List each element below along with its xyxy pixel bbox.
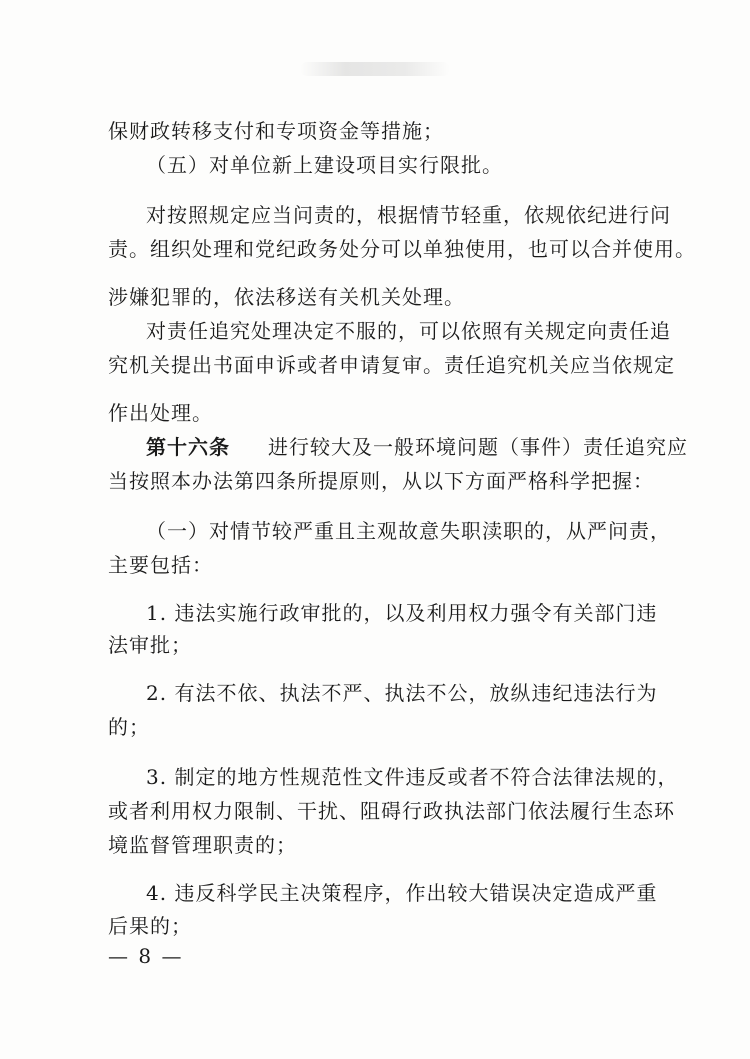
paragraph-line: 法审批； [108,633,192,657]
paragraph-line: 责。组织处理和党纪政务处分可以单独使用，也可以合并使用。 [108,237,696,261]
paragraph-line: （一）对情节较严重且主观故意失职渎职的，从严问责， [146,519,671,543]
paragraph-line: 境监督管理职责的； [108,833,297,857]
paragraph-line: 主要包括： [108,553,213,577]
paragraph-line: 后果的； [108,914,192,938]
paragraph-line: 的； [108,715,150,739]
paragraph-line: 3. 制定的地方性规范性文件违反或者不符合法律法规的， [146,765,679,789]
paragraph-line: 4. 违反科学民主决策程序，作出较大错误决定造成严重 [146,881,658,905]
bleed-through-mark [300,62,450,76]
paragraph-line: 进行较大及一般环境问题（事件）责任追究应 [268,435,688,459]
paragraph-line: 保财政转移支付和专项资金等措施； [108,119,444,143]
paragraph-line: （五）对单位新上建设项目实行限批。 [146,153,503,177]
page-number: — 8 — [108,944,184,968]
paragraph-line: 对责任追究处理决定不服的，可以依照有关规定向责任追 [146,319,671,343]
paragraph-line: 对按照规定应当问责的，根据情节轻重，依规依纪进行问 [146,203,671,227]
paragraph-line: 或者利用权力限制、干扰、阻碍行政执法部门依法履行生态环 [108,799,675,823]
paragraph-line: 作出处理。 [108,401,213,425]
paragraph-line: 当按照本办法第四条所提原则，从以下方面严格科学把握： [108,469,654,493]
paragraph-line: 1. 违法实施行政审批的，以及利用权力强令有关部门违 [146,601,658,625]
paragraph-line: 2. 有法不依、执法不严、执法不公，放纵违纪违法行为 [146,681,658,705]
paragraph-line: 涉嫌犯罪的，依法移送有关机关处理。 [108,285,465,309]
paragraph-line: 究机关提出书面申诉或者申请复审。责任追究机关应当依规定 [108,353,675,377]
article-number: 第十六条 [146,435,230,459]
